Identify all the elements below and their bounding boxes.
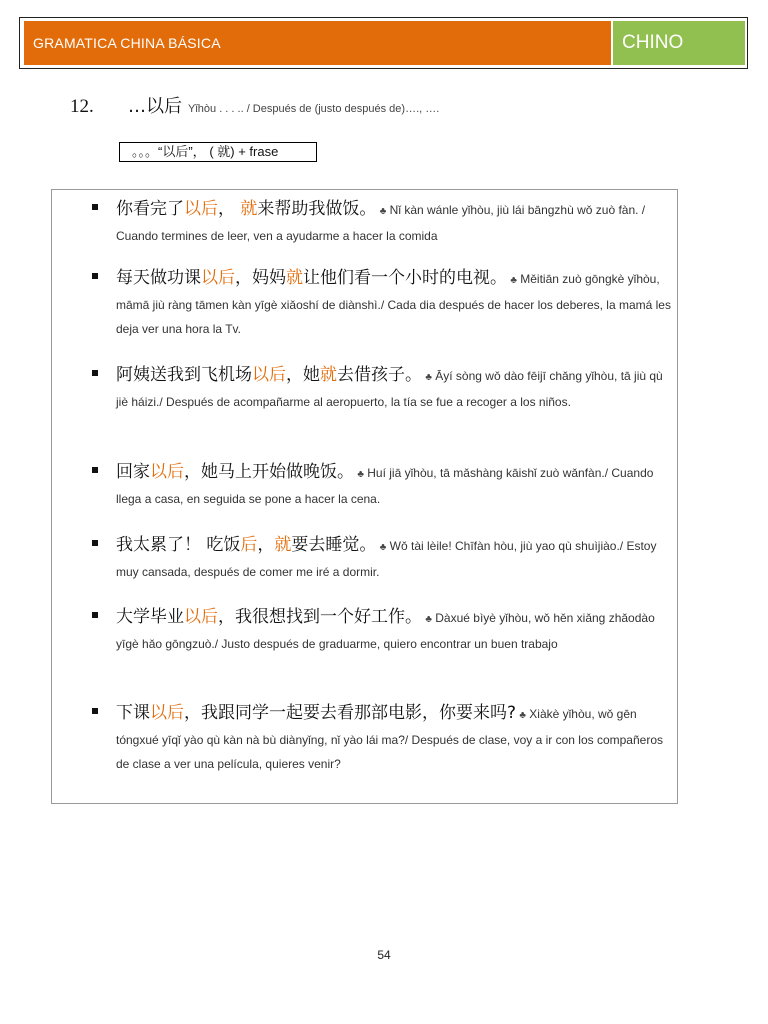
example-text — [116, 459, 672, 511]
highlight-word: 以后 — [201, 268, 235, 288]
highlight-word: 以后 — [184, 607, 218, 627]
chinese-segment: 大学毕业 — [116, 607, 184, 627]
chinese-segment: 每天做功课 — [116, 268, 201, 288]
highlight-word: 以后 — [184, 199, 218, 219]
chinese-segment: 我太累了！ 吃饭 — [116, 535, 241, 555]
example-chinese — [116, 703, 516, 723]
bullet-icon — [92, 204, 98, 210]
example-translation: Huí jiā yǐhòu, tā mǎshàng kāishǐ zuò wǎnfàn./ Cuando llega a casa, en seguida se pone a hacer la cena. — [116, 466, 654, 506]
bullet-icon — [92, 370, 98, 376]
club-icon: ♣ — [425, 372, 432, 383]
rule-structure: ( 就) + frase — [209, 144, 279, 159]
highlight-word: 以后 — [150, 703, 184, 723]
example-translation: Nǐ kàn wánle yǐhòu, jiù lái bāngzhù wǒ zuò fàn. / Cuando termines de leer, ven a ayudarme a hacer la comida — [116, 203, 646, 243]
list-item — [92, 459, 672, 511]
bullet-icon — [92, 273, 98, 279]
chinese-segment: 下课 — [116, 703, 150, 723]
header-title: GRAMATICA CHINA BÁSICA — [24, 21, 611, 65]
example-chinese — [116, 268, 507, 288]
bullet-icon — [92, 708, 98, 714]
list-item — [92, 604, 672, 656]
page-number: 54 — [377, 948, 391, 962]
club-icon: ♣ — [379, 542, 387, 553]
example-translation: Měitiān zuò gōngkè yǐhòu, māmā jiù ràng tāmen kàn yīgè xiǎoshí de diànshì./ Cada dia después de hacer los deberes, la mamá les deja ver una hora la Tv. — [116, 272, 671, 336]
example-chinese — [116, 365, 422, 385]
rule-dots: 。。。 — [132, 144, 159, 159]
list-item — [92, 196, 672, 248]
club-icon: ♣ — [425, 614, 432, 625]
chinese-segment: ，妈妈 — [235, 268, 286, 288]
example-text — [116, 362, 672, 414]
chinese-segment: ，她马上开始做晚饭。 — [184, 462, 354, 482]
chinese-segment: 来帮助我做饭。 — [257, 199, 377, 219]
chinese-segment: 阿姨送我到飞机场 — [116, 365, 252, 385]
chinese-segment: ，我很想找到一个好工作。 — [218, 607, 422, 627]
club-icon: ♣ — [379, 206, 387, 217]
example-chinese — [116, 462, 354, 482]
section-title — [70, 92, 439, 118]
chinese-segment: 回家 — [116, 462, 150, 482]
example-translation: Āyí sòng wǒ dào fēijī chǎng yǐhòu, tā jiù qù jiè háizi./ Después de acompañarme al aeropuerto, la tía se fue a recoger a los niños. — [116, 369, 663, 409]
highlight-word: 以后 — [252, 365, 286, 385]
chinese-segment: 要去睡觉。 — [291, 535, 377, 555]
chinese-segment: ，她 — [286, 365, 320, 385]
example-text — [116, 700, 672, 776]
rule-quote: “以后”， — [158, 144, 206, 159]
highlight-word: 就 — [274, 535, 292, 555]
chinese-segment: ，我跟同学一起要去看那部电影，你要来吗? — [184, 703, 517, 723]
list-item — [92, 265, 672, 341]
bullet-icon — [92, 540, 98, 546]
bullet-icon — [92, 467, 98, 473]
rule-box — [119, 142, 317, 162]
list-item — [92, 532, 672, 584]
club-icon: ♣ — [519, 710, 526, 721]
section-description: Yǐhòu . . . .. / Después de (justo después de)…., …. — [188, 103, 440, 115]
chinese-segment: 去借孩子。 — [337, 365, 422, 385]
bullet-icon — [92, 612, 98, 618]
example-text — [116, 265, 672, 341]
list-item — [92, 700, 672, 776]
section-pattern: …以后 — [128, 96, 182, 117]
section-number: 12. — [70, 96, 94, 117]
example-text — [116, 604, 672, 656]
list-item — [92, 362, 672, 414]
highlight-word: 就 — [320, 365, 337, 385]
example-chinese — [116, 199, 376, 219]
chinese-segment: 让他们看一个小时的电视。 — [303, 268, 507, 288]
club-icon: ♣ — [357, 469, 364, 480]
example-translation: Xiàkè yǐhòu, wǒ gēn tóngxué yīqǐ yào qù kàn nà bù diànyǐng, nǐ yào lái ma?/ Después de clase, voy a ir con los compañeros de clase a ver una película, quieres venir? — [116, 707, 663, 771]
highlight-word: 就 — [286, 268, 303, 288]
example-chinese — [116, 607, 422, 627]
chinese-segment: ， — [218, 199, 241, 219]
highlight-word: 就 — [240, 199, 258, 219]
example-translation: Dàxué bìyè yǐhòu, wǒ hěn xiǎng zhǎodào yīgè hǎo gōngzuò./ Justo después de graduarme, quiero encontrar un buen trabajo — [116, 611, 655, 651]
chinese-segment: ， — [257, 535, 275, 555]
highlight-word: 以后 — [150, 462, 184, 482]
example-chinese — [116, 535, 376, 555]
club-icon: ♣ — [510, 275, 517, 286]
chinese-segment: 你看完了 — [116, 199, 184, 219]
example-text — [116, 196, 672, 248]
example-text — [116, 532, 672, 584]
highlight-word: 后 — [240, 535, 258, 555]
header-language: CHINO — [613, 21, 745, 65]
example-translation: Wǒ tài lèile! Chīfàn hòu, jiù yao qù shuìjiào./ Estoy muy cansada, después de comer me iré a dormir. — [116, 539, 657, 579]
